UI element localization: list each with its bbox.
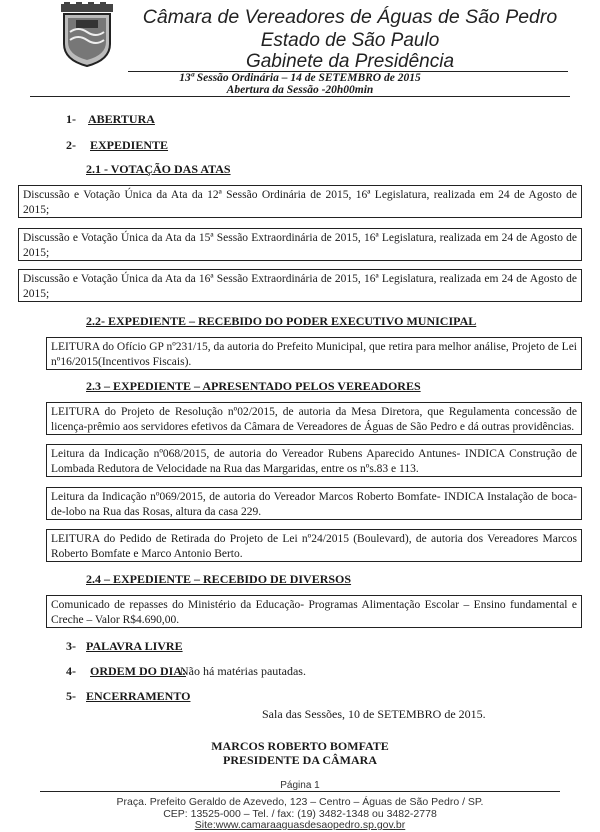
footer-contact: CEP: 13525-000 – Tel. / fax: (19) 3482-1348 ou 3482-2778: [163, 808, 437, 820]
section-3-heading: PALAVRA LIVRE: [86, 639, 183, 653]
subsection-2-4-heading: 2.4 – EXPEDIENTE – RECEBIDO DE DIVERSOS: [86, 572, 352, 586]
section-1-heading: ABERTURA: [88, 112, 155, 126]
section-5-number: 5-: [66, 689, 76, 703]
councillor-item-indication-069: Leitura da Indicação nº069/2015, de autoria do Vereador Marcos Roberto Bomfate- INDICA Instalação de boca-de-lobo na Rua das Rosas, altura da casa 229.: [46, 487, 582, 520]
place-date: Sala das Sessões, 10 de SETEMBRO de 2015.: [262, 707, 486, 721]
session-opening: Abertura da Sessão -20h00min: [226, 84, 374, 96]
section-4-text: Não há matérias pautadas.: [180, 664, 306, 678]
signatory-name: MARCOS ROBERTO BOMFATE: [211, 739, 389, 753]
section-4-heading: ORDEM DO DIA:: [90, 664, 186, 678]
councillor-item-withdrawal: LEITURA do Pedido de Retirada do Projeto de Lei nº24/2015 (Boulevard), de autoria dos Vereadores Marcos Roberto Bomfate e Marco Antonio Berto.: [46, 529, 582, 562]
page-number: Página 1: [280, 780, 320, 791]
footer-site-link[interactable]: Site:www.camaraaguasdesaopedro.sp.gov.br: [194, 819, 406, 831]
section-2-number: 2-: [66, 138, 76, 152]
signatory-role: PRESIDENTE DA CÂMARA: [222, 753, 377, 767]
councillor-item-indication-068: Leitura da Indicação nº068/2015, de autoria do Vereador Rubens Aparecido Antunes- INDICA Construção de Lombada Redutora de Velocidade na Rua das Margaridas, entre os nºs.83 e 113.: [46, 444, 582, 477]
office-name: Gabinete da Presidência: [245, 51, 455, 72]
coat-of-arms-logo: [58, 2, 116, 68]
state-name: Estado de São Paulo: [260, 30, 440, 51]
subsection-2-3-heading: 2.3 – EXPEDIENTE – APRESENTADO PELOS VEREADORES: [86, 379, 421, 393]
section-5-heading: ENCERRAMENTO: [86, 689, 191, 703]
section-3-number: 3-: [66, 639, 76, 653]
session-title: 13ª Sessão Ordinária – 14 de SETEMBRO de 2015: [179, 72, 421, 84]
footer-address: Praça. Prefeito Geraldo de Azevedo, 123 – Centro – Águas de São Pedro / SP.: [116, 796, 484, 808]
subsection-2-2-heading: 2.2- EXPEDIENTE – RECEBIDO DO PODER EXECUTIVO MUNICIPAL: [86, 314, 477, 328]
section-4-number: 4-: [66, 664, 76, 678]
diverse-item: Comunicado de repasses do Ministério da Educação- Programas Alimentação Escolar – Ensino fundamental e Creche – Valor R$4.690,00.: [46, 595, 582, 628]
subsection-2-1-heading: 2.1 - VOTAÇÃO DAS ATAS: [86, 162, 231, 176]
ata-12-item: Discussão e Votação Única da Ata da 12ª Sessão Ordinária de 2015, 16ª Legislatura, realizada em 24 de Agosto de 2015;: [18, 185, 582, 218]
ata-15-item: Discussão e Votação Única da Ata da 15ª Sessão Extraordinária de 2015, 16ª Legislatura, realizada em 24 de Agosto de 2015;: [18, 228, 582, 261]
section-1-number: 1-: [66, 112, 76, 126]
footer-rule: [40, 791, 560, 792]
councillor-item-resolution: LEITURA do Projeto de Resolução nº02/2015, de autoria da Mesa Diretora, que Regulamenta concessão de licença-prêmio aos servidores efetivos da Câmara de Vereadores de Águas de São Pedro e dá outras providências.: [46, 402, 582, 435]
section-2-heading: EXPEDIENTE: [90, 138, 169, 152]
executive-item: LEITURA do Ofício GP nº231/15, da autoria do Prefeito Municipal, que retira para melhor análise, Projeto de Lei nº16/2015(Incentivos Fiscais).: [46, 337, 582, 370]
ata-16-item: Discussão e Votação Única da Ata da 16ª Sessão Extraordinária de 2015, 16ª Legislatura, realizada em 24 de Agosto de 2015;: [18, 269, 582, 302]
council-name: Câmara de Vereadores de Águas de São Pedro: [142, 6, 558, 28]
session-rule: [30, 96, 570, 97]
